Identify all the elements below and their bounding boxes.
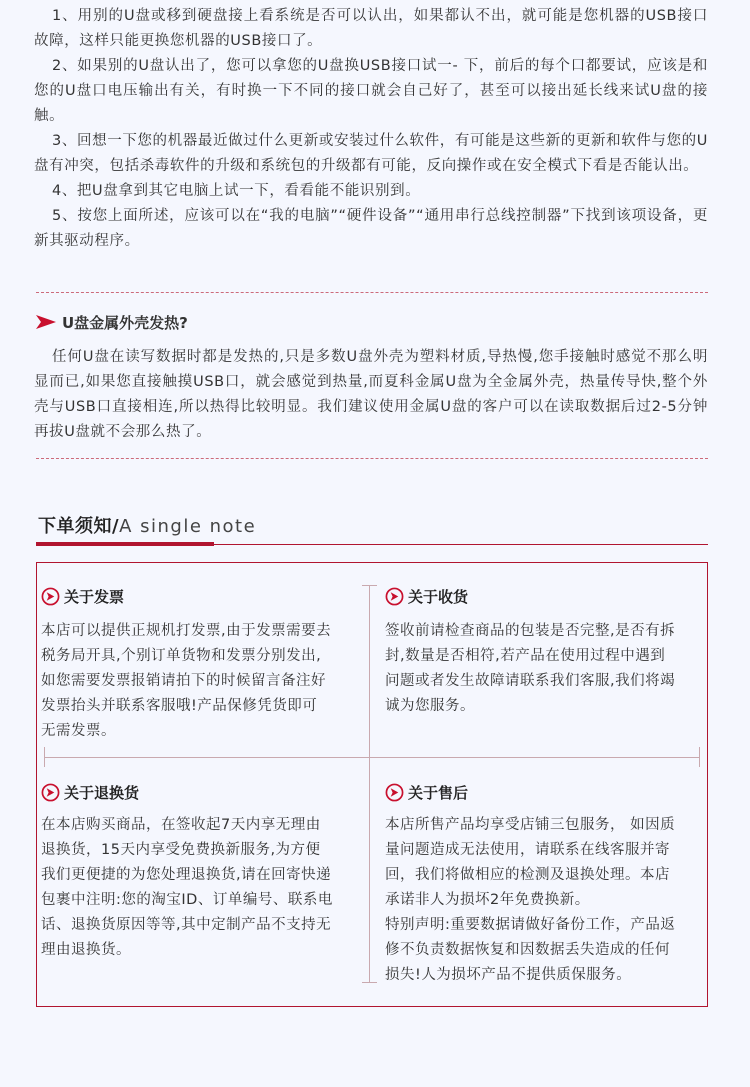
arrow-right-icon <box>36 314 56 330</box>
notes-horizontal-divider <box>44 757 700 758</box>
notes-title-cn: 下单须知/ <box>38 516 120 537</box>
htick-right <box>699 747 700 767</box>
text-line: 无需发票。 <box>41 723 116 739</box>
cell-receipt-body <box>385 619 675 719</box>
text-line: 包裹中注明:您的淘宝ID、订单编号、联系电 <box>41 892 333 908</box>
cell-receipt-heading <box>385 585 468 607</box>
troubleshooting-steps <box>34 4 708 254</box>
cell-aftersales-body <box>385 813 675 988</box>
vtick-top <box>362 585 377 586</box>
divider-bottom <box>36 458 708 459</box>
text-line: 回，我们将做相应的检测及退换处理。本店 <box>385 867 670 883</box>
text-line: 修不负责数据恢复和因数据丢失造成的任何 <box>385 942 670 958</box>
step-5: 5、按您上面所述，应该可以在“我的电脑”“硬件设备”“通用串行总线控制器”下找到该项设备，更新其驱动程序。 <box>34 208 708 249</box>
text-line: 理由退换货。 <box>41 942 131 958</box>
text-line: 发票抬头并联系客服哦!产品保修凭货即可 <box>41 698 318 714</box>
text-line: 我们更便捷的为您处理退换货,请在回寄快递 <box>41 867 332 883</box>
cell-receipt-title: 关于收货 <box>408 587 469 606</box>
text-line: 在本店购买商品，在签收起7天内享无理由 <box>41 817 321 833</box>
text-line: 承诺非人为损坏2年免费换新。 <box>385 892 590 908</box>
text-line: 封,数量是否相符,若产品在使用过程中遇到 <box>385 648 666 664</box>
text-line: 话、退换货原因等等,其中定制产品不支持无 <box>41 917 332 933</box>
cell-aftersales-title: 关于售后 <box>408 783 469 802</box>
htick-left <box>44 747 45 767</box>
step-4: 4、把U盘拿到其它电脑上试一下，看看能不能识别到。 <box>52 183 421 199</box>
faq-answer-text: 任何U盘在读写数据时都是发热的,只是多数U盘外壳为塑料材质,导热慢,您手接触时感觉不那么明显而已,如果您直接触摸USB口，就会感觉到热量,而夏科金属U盘为全金属外壳，热量传导快,整个外壳与USB口直接相连,所以热得比较明显。我们建议使用金属U盘的客户可以在读取数据后过2-5分钟再拔U盘就不会那么热了。 <box>34 349 708 440</box>
cell-invoice-heading <box>41 585 124 607</box>
faq-answer <box>34 345 708 445</box>
step-2: 2、如果别的U盘认出了，您可以拿您的U盘换USB接口试一- 下，前后的每个口都要试，应该是和您的U盘口电压输出有关，有时换一下不同的接口就会自己好了，甚至可以接出延长线来试U盘的接触。 <box>34 58 708 124</box>
text-line: 问题或者发生故障请联系我们客服,我们将竭 <box>385 673 676 689</box>
vtick-bottom <box>362 982 377 983</box>
faq-question: U盘金属外壳发热? <box>62 313 188 332</box>
step-3: 3、回想一下您的机器最近做过什么更新或安装过什么软件，有可能是这些新的更新和软件与您的U盘有冲突，包括杀毒软件的升级和系统包的升级都有可能，反向操作或在安全模式下看是否能认出。 <box>34 133 708 174</box>
cell-returns-heading <box>41 781 139 803</box>
step-1: 1、用别的U盘或移到硬盘接上看系统是否可以认出，如果都认不出，就可能是您机器的USB接口故障，这样只能更换您机器的USB接口了。 <box>34 8 708 49</box>
text-line: 税务局开具,个别订单货物和发票分别发出, <box>41 648 322 664</box>
cell-returns-title: 关于退换货 <box>64 783 140 802</box>
text-line: 如您需要发票报销请拍下的时候留言备注好 <box>41 673 326 689</box>
cell-invoice-body <box>41 619 331 744</box>
notes-vertical-divider <box>369 585 370 982</box>
text-line: 退换货，15天内享受免费换新服务,为方便 <box>41 842 321 858</box>
text-line: 本店可以提供正规机打发票,由于发票需要去 <box>41 623 332 639</box>
title-accent-bar <box>36 542 214 546</box>
cell-aftersales-heading <box>385 781 468 803</box>
circle-chevron-icon <box>41 587 60 606</box>
text-line: 本店所售产品均享受店铺三包服务， 如因质 <box>385 817 676 833</box>
text-line: 诚为您服务。 <box>385 698 475 714</box>
notes-title-en: A single note <box>119 516 257 537</box>
faq-heading <box>36 310 188 334</box>
circle-chevron-icon <box>41 783 60 802</box>
text-line: 量问题造成无法使用，请联系在线客服并寄 <box>385 842 670 858</box>
text-line: 特别声明:重要数据请做好备份工作，产品返 <box>385 917 676 933</box>
notes-title <box>38 512 256 538</box>
text-line: 损失!人为损坏产品不提供质保服务。 <box>385 967 632 983</box>
circle-chevron-icon <box>385 783 404 802</box>
circle-chevron-icon <box>385 587 404 606</box>
cell-invoice-title: 关于发票 <box>64 587 125 606</box>
cell-returns-body <box>41 813 333 963</box>
divider-top <box>36 292 708 293</box>
text-line: 签收前请检查商品的包装是否完整,是否有拆 <box>385 623 676 639</box>
